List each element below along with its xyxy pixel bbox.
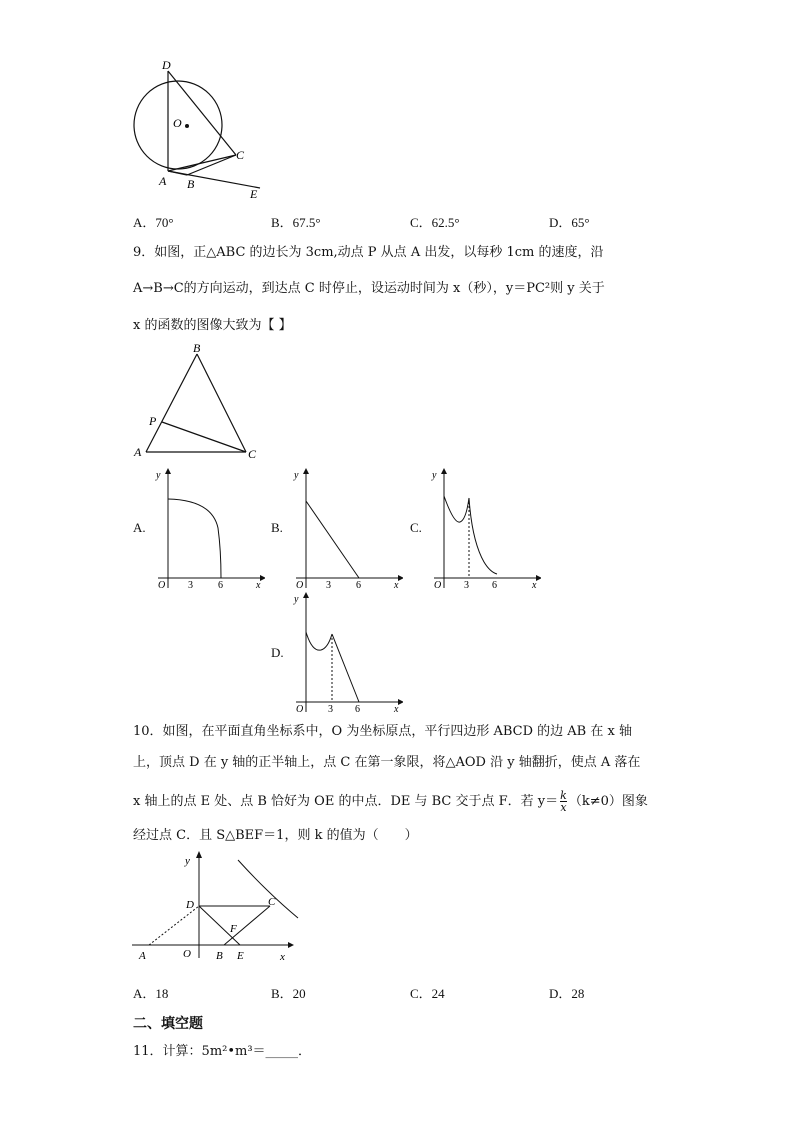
q10-line-3a: x 轴上的点 E 处、点 B 恰好为 OE 的中点．DE 与 BC 交于点 F．若 y＝ bbox=[133, 794, 559, 809]
axis-x: x bbox=[280, 951, 285, 963]
axis-y: y bbox=[294, 594, 299, 605]
label-c: C bbox=[248, 447, 257, 461]
q8-option-a[interactable]: A．70° bbox=[133, 215, 174, 230]
label-b: B bbox=[193, 341, 201, 355]
fraction-k-over-x bbox=[560, 790, 567, 813]
label-c: C bbox=[268, 896, 276, 908]
label-c: C bbox=[236, 148, 245, 162]
q10-line-3 bbox=[133, 790, 648, 813]
q8-circle-figure bbox=[125, 55, 275, 205]
origin-o: O bbox=[434, 580, 442, 591]
q10-option-a[interactable]: A．18 bbox=[133, 986, 169, 1001]
q9-graph-d[interactable] bbox=[288, 590, 403, 715]
q10-coordinate-figure bbox=[128, 848, 308, 968]
axis-x: x bbox=[394, 580, 399, 591]
fraction-numerator: k bbox=[560, 789, 567, 802]
label-o: O bbox=[183, 948, 191, 960]
q9-line-2: A→B→C的方向运动，到达点 C 时停止，设运动时间为 x（秒），y＝PC²则 y 关于 bbox=[133, 281, 605, 296]
center-dot bbox=[185, 124, 189, 128]
q9-option-d-label[interactable]: D. bbox=[271, 645, 284, 660]
label-e: E bbox=[237, 950, 244, 962]
label-o: O bbox=[173, 116, 182, 130]
q10-option-b[interactable]: B．20 bbox=[271, 986, 306, 1001]
q10-option-c[interactable]: C．24 bbox=[410, 986, 445, 1001]
origin-o: O bbox=[296, 580, 304, 591]
label-d: D bbox=[186, 899, 194, 911]
label-a: A bbox=[159, 174, 167, 188]
axis-y: y bbox=[156, 470, 161, 481]
tick-3: 3 bbox=[328, 704, 333, 715]
section-title: 二、填空题 bbox=[133, 1016, 203, 1032]
fraction-denominator: x bbox=[560, 801, 567, 814]
label-a: A bbox=[134, 445, 142, 459]
tick-3: 3 bbox=[188, 580, 193, 591]
axis-y: y bbox=[185, 855, 190, 867]
q10-line-4: 经过点 C．且 S△BEF＝1，则 k 的值为（ ） bbox=[133, 828, 418, 843]
q10-line-1: 10．如图，在平面直角坐标系中，O 为坐标原点，平行四边形 ABCD 的边 AB 在 x 轴 bbox=[133, 724, 632, 739]
axis-x: x bbox=[394, 704, 399, 715]
tick-6: 6 bbox=[356, 580, 361, 591]
q9-option-b-label[interactable]: B. bbox=[271, 520, 283, 535]
tick-6: 6 bbox=[355, 704, 360, 715]
axis-x: x bbox=[532, 580, 537, 591]
tick-3: 3 bbox=[326, 580, 331, 591]
tick-3: 3 bbox=[464, 580, 469, 591]
label-a: A bbox=[139, 950, 146, 962]
q8-option-b[interactable]: B．67.5° bbox=[271, 215, 321, 230]
label-f: F bbox=[230, 923, 237, 935]
q9-option-a-label[interactable]: A. bbox=[133, 520, 146, 535]
q8-option-c[interactable]: C．62.5° bbox=[410, 215, 460, 230]
label-b: B bbox=[216, 950, 223, 962]
axis-y: y bbox=[294, 470, 299, 481]
q9-graph-a[interactable] bbox=[150, 466, 265, 591]
q10-option-d[interactable]: D．28 bbox=[549, 986, 585, 1001]
label-e: E bbox=[250, 187, 258, 201]
q9-line-1: 9．如图，正△ABC 的边长为 3cm,动点 P 从点 A 出发，以每秒 1cm 的速度，沿 bbox=[133, 245, 604, 260]
q9-triangle-figure bbox=[128, 340, 268, 465]
q8-option-d[interactable]: D．65° bbox=[549, 215, 590, 230]
label-b: B bbox=[187, 177, 195, 191]
label-d: D bbox=[162, 58, 171, 72]
origin-o: O bbox=[296, 704, 304, 715]
origin-o: O bbox=[158, 580, 166, 591]
q9-graph-c[interactable] bbox=[426, 466, 541, 591]
q10-line-3b: （k≠0）图象 bbox=[568, 794, 648, 809]
q10-line-2: 上，顶点 D 在 y 轴的正半轴上，点 C 在第一象限，将△AOD 沿 y 轴翻折，使点 A 落在 bbox=[133, 755, 641, 770]
q9-line-3: x 的函数的图像大致为【 】 bbox=[133, 318, 292, 333]
axis-y: y bbox=[432, 470, 437, 481]
tick-6: 6 bbox=[492, 580, 497, 591]
label-p: P bbox=[149, 414, 157, 428]
q9-option-c-label[interactable]: C. bbox=[410, 520, 422, 535]
tick-6: 6 bbox=[218, 580, 223, 591]
q11-text: 11．计算：5m²•m³＝_____． bbox=[133, 1044, 312, 1059]
axis-x: x bbox=[256, 580, 261, 591]
q9-graph-b[interactable] bbox=[288, 466, 403, 591]
